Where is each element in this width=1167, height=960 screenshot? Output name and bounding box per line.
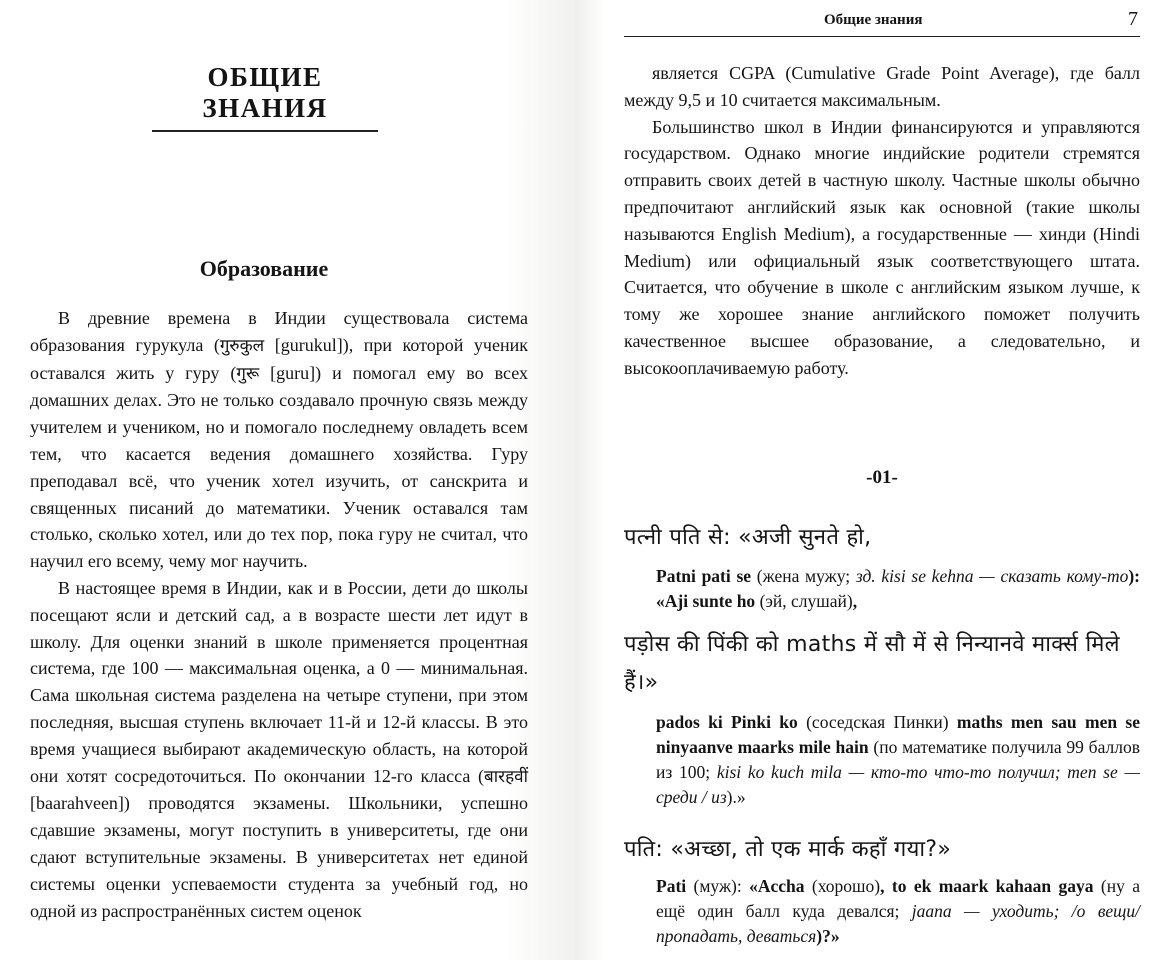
paragraph-cgpa: является CGPA (Cumulative Grade Point Average), где балл между 9,5 и 10 считается максимальным. [624, 63, 1140, 110]
paragraph-gurukul [30, 305, 528, 575]
devanagari-word: गुरू [236, 363, 260, 384]
chapter-title: ОБЩИЕ ЗНАНИЯ [152, 62, 378, 132]
gloss-text: (ну а ещё один балл куда девался; [656, 876, 1141, 921]
gloss-text: (жена мужу; [751, 566, 856, 586]
text-run: [baarahveen]) проводятся экзамены. Школьники, успешно сдавшие экзамены, могут поступить в университеты, где они сдают вступительные экзамены. В университетах нет единой системы оценки успеваемости студента за учебный год, но одной из распространённых систем оценок [30, 793, 528, 921]
devanagari-word: बारहवीं [484, 766, 528, 787]
left-page [0, 0, 575, 960]
paragraph-schools-funding: Большинство школ в Индии финансируются и управляются государством. Однако многие индийские родители стремятся отправить своих детей в частную школу. Частные школы обычно предпочитают английский язык как основной (такие школы называются English Medium), а государственные — хинди (Hindi Medium) или официальный язык соответствующего штата. Считается, что обучение в школе с английским языком лучше, к тому же хорошее знание английского поможет получить качественное высшее образование, а следовательно, и высокооплачиваемую работу. [624, 116, 1140, 378]
devanagari-word: गुरुकुल [219, 335, 265, 356]
gloss-bold: Pati [656, 876, 687, 896]
example-number: -01- [866, 467, 898, 488]
gloss-text: (эй, слушай) [755, 591, 853, 611]
text-run: [guru]) и помогал ему во всех домашних делах. Это не только создавало прочную связь между учителем и учеником, но и помогало последнему овладеть всем тем, что касается ведения домашнего хозяйства. Гуру преподавал всё, что ученик хотел изучить, от санскрита и священных писаний до математики. Ученик оставался там столько, сколько хотел, или до тех пор, пока гуру не считал, что научил его всему, чему мог научить. [30, 362, 528, 572]
transliteration-gloss [624, 874, 1140, 949]
gloss-text: (хорошо) [804, 876, 881, 896]
gloss-text: ).» [726, 787, 746, 807]
gloss-bold: , [852, 591, 858, 611]
gloss-bold: ): «Aji sunte ho [656, 566, 1141, 611]
transliteration-gloss [624, 564, 1140, 614]
example-line-3 [624, 832, 1140, 949]
hindi-line: पत्नी पति से: «अजी सुनते हो, [624, 525, 872, 550]
gloss-text: (соседская Пинки) [797, 712, 957, 732]
gloss-italic: kisi ko kuch mila — кто-то что-то получил; men se — среди / из [656, 762, 1141, 807]
gloss-text: (по математике получила 99 баллов из 100; [656, 737, 1140, 782]
section-title: Образование [199, 256, 329, 281]
gloss-italic: jaana — уходить; /о вещи/ пропадать, деваться [656, 901, 1141, 946]
right-body [624, 60, 1140, 382]
running-title: Общие знания [824, 12, 923, 28]
text-run: [gurukul]), при которой ученик оставался жить у гуру ( [30, 334, 528, 383]
paragraph-modern-school [30, 575, 528, 924]
gloss-bold: maths men sau men se ninyaanve maarks mile hain [656, 712, 1140, 757]
gloss-bold: Patni pati se [656, 566, 752, 586]
hindi-line: पति: «अच्छा, तो एक मार्क कहाँ गया?» [624, 837, 952, 862]
hindi-line: पड़ोस की पिंकी को maths में सौ में से निन्यानवे मार्क्स मिले हैं।» [624, 632, 1120, 695]
gloss-italic: зд. kisi se kehna — сказать кому-то [855, 566, 1129, 586]
text-run: В древние времена в Индии существовала система образования гурукула ( [30, 308, 528, 355]
example-line-2 [624, 626, 1140, 810]
left-body [30, 305, 528, 924]
gloss-text: (муж): [686, 876, 750, 896]
gloss-bold: pados ki Pinki ko [656, 712, 798, 732]
gloss-bold: , to ek maark kahaan gaya [880, 876, 1094, 896]
page-number: 7 [1128, 8, 1138, 30]
text-run: В настоящее время в Индии, как и в России, дети до школы посещают ясли и детский сад, а в возрасте шести лет идут в школу. Для оценки знаний в школе применяется процентная система, где 100 — максимальная оценка, а 0 — минимальная. Сама школьная система разделена на четыре ступени, при этом последняя, высшая ступень включает 11-й и 12-й классы. В это время учащиеся выбирают академическую область, на которой они хотят сосредоточиться. По окончании 12-го класса ( [30, 577, 528, 786]
transliteration-gloss [624, 710, 1140, 810]
gloss-bold: «Accha [749, 876, 805, 896]
running-header [624, 8, 1140, 37]
gloss-bold: )?» [816, 926, 840, 946]
example-line-1 [624, 520, 1140, 614]
